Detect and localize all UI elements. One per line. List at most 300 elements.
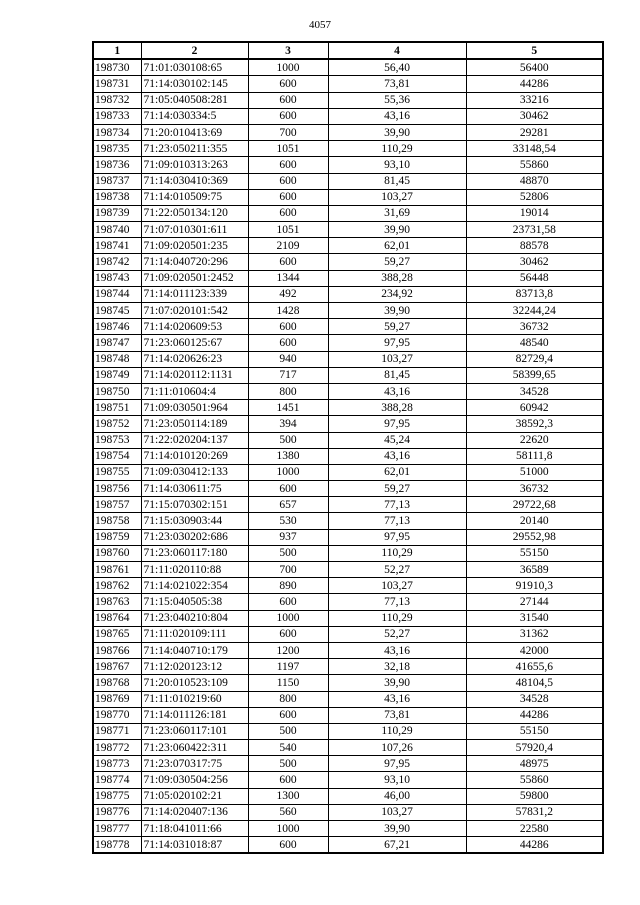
rate-cell: 39,90 [328,124,466,140]
rate-cell: 43,16 [328,448,466,464]
row-number-cell: 198758 [93,513,141,529]
amount-cell: 31540 [466,610,603,626]
row-number-cell: 198752 [93,416,141,432]
table-row [93,157,603,173]
rate-cell: 43,16 [328,108,466,124]
data-table-container [92,41,604,854]
cadastral-number-cell: 71:14:020609:53 [141,319,248,335]
row-number-cell: 198759 [93,529,141,545]
table-row [93,723,603,739]
amount-cell: 29722,68 [466,497,603,513]
cadastral-number-cell: 71:07:010301:611 [141,222,248,238]
amount-cell: 48104,5 [466,675,603,691]
rate-cell: 46,00 [328,788,466,804]
amount-cell: 29552,98 [466,529,603,545]
quantity-cell: 1000 [248,610,328,626]
rate-cell: 62,01 [328,238,466,254]
table-row [93,141,603,157]
rate-cell: 97,95 [328,335,466,351]
quantity-cell: 1051 [248,222,328,238]
amount-cell: 55150 [466,545,603,561]
rate-cell: 39,90 [328,303,466,319]
amount-cell: 83713,8 [466,286,603,302]
quantity-cell: 600 [248,205,328,221]
cadastral-number-cell: 71:23:040210:804 [141,610,248,626]
table-row [93,76,603,92]
table-row [93,464,603,480]
row-number-cell: 198733 [93,108,141,124]
rate-cell: 39,90 [328,222,466,238]
header-cell-1: 1 [93,42,141,59]
quantity-cell: 1380 [248,448,328,464]
table-row [93,205,603,221]
amount-cell: 42000 [466,642,603,658]
rate-cell: 62,01 [328,464,466,480]
cadastral-number-cell: 71:14:020407:136 [141,804,248,820]
table-row [93,189,603,205]
rate-cell: 107,26 [328,740,466,756]
cadastral-number-cell: 71:14:031018:87 [141,837,248,854]
cadastral-number-cell: 71:23:050211:355 [141,141,248,157]
row-number-cell: 198739 [93,205,141,221]
cadastral-number-cell: 71:14:010120:269 [141,448,248,464]
quantity-cell: 1197 [248,659,328,675]
rate-cell: 39,90 [328,821,466,837]
cadastral-number-cell: 71:20:010413:69 [141,124,248,140]
amount-cell: 41655,6 [466,659,603,675]
row-number-cell: 198773 [93,756,141,772]
amount-cell: 60942 [466,400,603,416]
row-number-cell: 198748 [93,351,141,367]
rate-cell: 59,27 [328,254,466,270]
table-row [93,222,603,238]
quantity-cell: 717 [248,367,328,383]
row-number-cell: 198755 [93,464,141,480]
amount-cell: 29281 [466,124,603,140]
quantity-cell: 937 [248,529,328,545]
cadastral-number-cell: 71:05:020102:21 [141,788,248,804]
rate-cell: 97,95 [328,756,466,772]
row-number-cell: 198754 [93,448,141,464]
row-number-cell: 198761 [93,562,141,578]
quantity-cell: 1200 [248,642,328,658]
header-cell-4: 4 [328,42,466,59]
amount-cell: 91910,3 [466,578,603,594]
table-row [93,756,603,772]
table-row [93,124,603,140]
row-number-cell: 198737 [93,173,141,189]
row-number-cell: 198776 [93,804,141,820]
amount-cell: 58399,65 [466,367,603,383]
cadastral-number-cell: 71:14:020626:23 [141,351,248,367]
quantity-cell: 492 [248,286,328,302]
table-row [93,432,603,448]
rate-cell: 81,45 [328,173,466,189]
row-number-cell: 198760 [93,545,141,561]
row-number-cell: 198742 [93,254,141,270]
cadastral-number-cell: 71:09:030501:964 [141,400,248,416]
rate-cell: 73,81 [328,707,466,723]
quantity-cell: 500 [248,723,328,739]
cadastral-number-cell: 71:14:011123:339 [141,286,248,302]
amount-cell: 55860 [466,772,603,788]
amount-cell: 20140 [466,513,603,529]
row-number-cell: 198736 [93,157,141,173]
rate-cell: 52,27 [328,626,466,642]
rate-cell: 45,24 [328,432,466,448]
table-row [93,659,603,675]
amount-cell: 55860 [466,157,603,173]
page-number: 4057 [309,19,331,31]
cadastral-number-cell: 71:14:030102:145 [141,76,248,92]
cadastral-number-cell: 71:23:060117:101 [141,723,248,739]
row-number-cell: 198749 [93,367,141,383]
amount-cell: 48975 [466,756,603,772]
amount-cell: 51000 [466,464,603,480]
quantity-cell: 1344 [248,270,328,286]
cadastral-number-cell: 71:23:060422:311 [141,740,248,756]
amount-cell: 59800 [466,788,603,804]
cadastral-number-cell: 71:11:020110:88 [141,562,248,578]
cadastral-number-cell: 71:22:020204:137 [141,432,248,448]
cadastral-number-cell: 71:23:050114:189 [141,416,248,432]
row-number-cell: 198765 [93,626,141,642]
cadastral-number-cell: 71:23:030202:686 [141,529,248,545]
cadastral-number-cell: 71:14:030334:5 [141,108,248,124]
quantity-cell: 800 [248,383,328,399]
quantity-cell: 600 [248,707,328,723]
cadastral-number-cell: 71:14:011126:181 [141,707,248,723]
rate-cell: 110,29 [328,723,466,739]
quantity-cell: 600 [248,92,328,108]
rate-cell: 103,27 [328,189,466,205]
quantity-cell: 600 [248,108,328,124]
rate-cell: 43,16 [328,691,466,707]
rate-cell: 43,16 [328,383,466,399]
amount-cell: 30462 [466,108,603,124]
quantity-cell: 600 [248,189,328,205]
cadastral-number-cell: 71:14:020112:1131 [141,367,248,383]
table-row [93,529,603,545]
row-number-cell: 198757 [93,497,141,513]
row-number-cell: 198732 [93,92,141,108]
row-number-cell: 198769 [93,691,141,707]
row-number-cell: 198772 [93,740,141,756]
quantity-cell: 500 [248,545,328,561]
rate-cell: 81,45 [328,367,466,383]
rate-cell: 93,10 [328,157,466,173]
rate-cell: 43,16 [328,642,466,658]
row-number-cell: 198756 [93,481,141,497]
cadastral-number-cell: 71:11:010219:60 [141,691,248,707]
quantity-cell: 600 [248,254,328,270]
quantity-cell: 1451 [248,400,328,416]
row-number-cell: 198778 [93,837,141,854]
cadastral-number-cell: 71:14:021022:354 [141,578,248,594]
table-row [93,481,603,497]
amount-cell: 36589 [466,562,603,578]
rate-cell: 77,13 [328,594,466,610]
cadastral-number-cell: 71:09:030412:133 [141,464,248,480]
table-row [93,513,603,529]
table-row [93,383,603,399]
header-cell-5: 5 [466,42,603,59]
table-row [93,286,603,302]
table-row [93,303,603,319]
table-row [93,707,603,723]
amount-cell: 27144 [466,594,603,610]
amount-cell: 82729,4 [466,351,603,367]
quantity-cell: 600 [248,335,328,351]
amount-cell: 23731,58 [466,222,603,238]
row-number-cell: 198770 [93,707,141,723]
table-row [93,610,603,626]
cadastral-number-cell: 71:20:010523:109 [141,675,248,691]
cadastral-number-cell: 71:18:041011:66 [141,821,248,837]
table-row [93,594,603,610]
rate-cell: 59,27 [328,481,466,497]
row-number-cell: 198744 [93,286,141,302]
table-row [93,821,603,837]
row-number-cell: 198762 [93,578,141,594]
amount-cell: 48540 [466,335,603,351]
amount-cell: 55150 [466,723,603,739]
row-number-cell: 198741 [93,238,141,254]
quantity-cell: 600 [248,594,328,610]
rate-cell: 52,27 [328,562,466,578]
cadastral-number-cell: 71:23:060125:67 [141,335,248,351]
amount-cell: 58111,8 [466,448,603,464]
quantity-cell: 600 [248,626,328,642]
amount-cell: 31362 [466,626,603,642]
quantity-cell: 1300 [248,788,328,804]
row-number-cell: 198745 [93,303,141,319]
table-row [93,837,603,854]
rate-cell: 56,40 [328,59,466,76]
quantity-cell: 700 [248,562,328,578]
rate-cell: 31,69 [328,205,466,221]
table-row [93,642,603,658]
quantity-cell: 530 [248,513,328,529]
cadastral-number-cell: 71:01:030108:65 [141,59,248,76]
table-row [93,740,603,756]
rate-cell: 77,13 [328,497,466,513]
quantity-cell: 500 [248,432,328,448]
header-cell-3: 3 [248,42,328,59]
header-row [93,42,603,59]
row-number-cell: 198766 [93,642,141,658]
amount-cell: 22620 [466,432,603,448]
row-number-cell: 198763 [93,594,141,610]
amount-cell: 33148,54 [466,141,603,157]
table-row [93,367,603,383]
amount-cell: 44286 [466,707,603,723]
cadastral-number-cell: 71:07:020101:542 [141,303,248,319]
amount-cell: 36732 [466,319,603,335]
table-row [93,545,603,561]
quantity-cell: 800 [248,691,328,707]
amount-cell: 56400 [466,59,603,76]
table-row [93,788,603,804]
cadastral-number-cell: 71:05:040508:281 [141,92,248,108]
quantity-cell: 394 [248,416,328,432]
quantity-cell: 940 [248,351,328,367]
table-row [93,238,603,254]
amount-cell: 52806 [466,189,603,205]
cadastral-number-cell: 71:14:010509:75 [141,189,248,205]
quantity-cell: 600 [248,481,328,497]
quantity-cell: 1150 [248,675,328,691]
quantity-cell: 540 [248,740,328,756]
row-number-cell: 198738 [93,189,141,205]
amount-cell: 33216 [466,92,603,108]
row-number-cell: 198747 [93,335,141,351]
rate-cell: 77,13 [328,513,466,529]
row-number-cell: 198753 [93,432,141,448]
rate-cell: 93,10 [328,772,466,788]
quantity-cell: 890 [248,578,328,594]
cadastral-number-cell: 71:09:010313:263 [141,157,248,173]
amount-cell: 38592,3 [466,416,603,432]
cadastral-number-cell: 71:14:030611:75 [141,481,248,497]
data-table [92,41,604,854]
rate-cell: 388,28 [328,400,466,416]
quantity-cell: 560 [248,804,328,820]
table-row [93,497,603,513]
rate-cell: 32,18 [328,659,466,675]
table-body [93,59,603,853]
table-row [93,319,603,335]
quantity-cell: 500 [248,756,328,772]
rate-cell: 67,21 [328,837,466,854]
amount-cell: 44286 [466,837,603,854]
cadastral-number-cell: 71:15:030903:44 [141,513,248,529]
rate-cell: 110,29 [328,610,466,626]
table-row [93,270,603,286]
row-number-cell: 198746 [93,319,141,335]
table-row [93,691,603,707]
table-row [93,335,603,351]
row-number-cell: 198751 [93,400,141,416]
row-number-cell: 198743 [93,270,141,286]
row-number-cell: 198734 [93,124,141,140]
cadastral-number-cell: 71:12:020123:12 [141,659,248,675]
table-row [93,351,603,367]
quantity-cell: 600 [248,173,328,189]
quantity-cell: 600 [248,837,328,854]
table-row [93,578,603,594]
amount-cell: 36732 [466,481,603,497]
header-cell-2: 2 [141,42,248,59]
row-number-cell: 198768 [93,675,141,691]
table-row [93,416,603,432]
row-number-cell: 198750 [93,383,141,399]
amount-cell: 32244,24 [466,303,603,319]
row-number-cell: 198731 [93,76,141,92]
row-number-cell: 198735 [93,141,141,157]
rate-cell: 39,90 [328,675,466,691]
table-row [93,92,603,108]
row-number-cell: 198777 [93,821,141,837]
quantity-cell: 700 [248,124,328,140]
cadastral-number-cell: 71:22:050134:120 [141,205,248,221]
quantity-cell: 2109 [248,238,328,254]
row-number-cell: 198730 [93,59,141,76]
amount-cell: 57831,2 [466,804,603,820]
amount-cell: 22580 [466,821,603,837]
cadastral-number-cell: 71:23:060117:180 [141,545,248,561]
table-row [93,626,603,642]
cadastral-number-cell: 71:23:070317:75 [141,756,248,772]
table-row [93,59,603,76]
rate-cell: 73,81 [328,76,466,92]
cadastral-number-cell: 71:09:030504:256 [141,772,248,788]
quantity-cell: 600 [248,772,328,788]
rate-cell: 234,92 [328,286,466,302]
table-row [93,400,603,416]
table-row [93,804,603,820]
quantity-cell: 1000 [248,464,328,480]
amount-cell: 56448 [466,270,603,286]
quantity-cell: 1051 [248,141,328,157]
table-row [93,562,603,578]
amount-cell: 30462 [466,254,603,270]
amount-cell: 34528 [466,383,603,399]
rate-cell: 59,27 [328,319,466,335]
row-number-cell: 198775 [93,788,141,804]
cadastral-number-cell: 71:11:020109:111 [141,626,248,642]
row-number-cell: 198774 [93,772,141,788]
quantity-cell: 1000 [248,821,328,837]
rate-cell: 103,27 [328,804,466,820]
cadastral-number-cell: 71:14:040720:296 [141,254,248,270]
table-row [93,173,603,189]
quantity-cell: 1000 [248,59,328,76]
rate-cell: 110,29 [328,141,466,157]
cadastral-number-cell: 71:09:020501:2452 [141,270,248,286]
table-row [93,108,603,124]
quantity-cell: 600 [248,76,328,92]
amount-cell: 44286 [466,76,603,92]
quantity-cell: 600 [248,157,328,173]
rate-cell: 388,28 [328,270,466,286]
cadastral-number-cell: 71:15:040505:38 [141,594,248,610]
table-row [93,254,603,270]
amount-cell: 19014 [466,205,603,221]
amount-cell: 34528 [466,691,603,707]
quantity-cell: 1428 [248,303,328,319]
cadastral-number-cell: 71:15:070302:151 [141,497,248,513]
rate-cell: 55,36 [328,92,466,108]
cadastral-number-cell: 71:09:020501:235 [141,238,248,254]
quantity-cell: 657 [248,497,328,513]
table-row [93,448,603,464]
amount-cell: 48870 [466,173,603,189]
cadastral-number-cell: 71:14:030410:369 [141,173,248,189]
row-number-cell: 198771 [93,723,141,739]
row-number-cell: 198767 [93,659,141,675]
cadastral-number-cell: 71:14:040710:179 [141,642,248,658]
rate-cell: 103,27 [328,578,466,594]
rate-cell: 103,27 [328,351,466,367]
table-header [93,42,603,59]
table-row [93,675,603,691]
row-number-cell: 198740 [93,222,141,238]
cadastral-number-cell: 71:11:010604:4 [141,383,248,399]
rate-cell: 97,95 [328,529,466,545]
quantity-cell: 600 [248,319,328,335]
row-number-cell: 198764 [93,610,141,626]
